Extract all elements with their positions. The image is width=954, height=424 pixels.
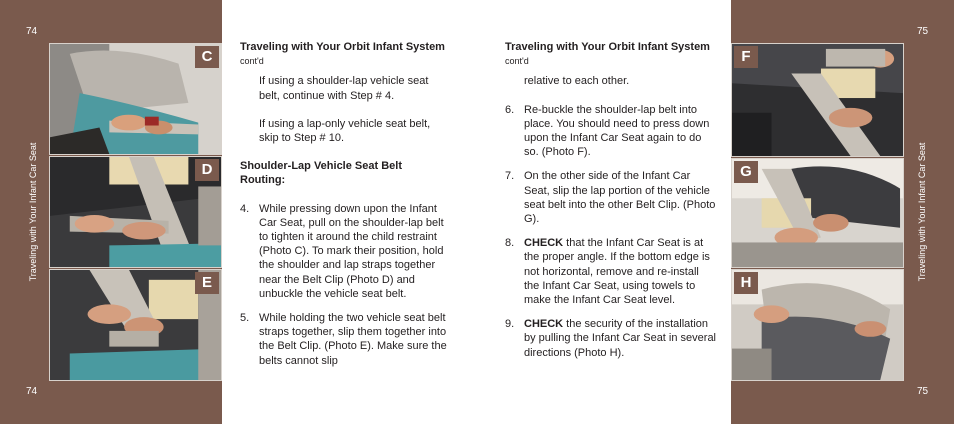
left-heading — [240, 40, 450, 68]
step-4-number: 4. — [240, 202, 250, 215]
step-8-text: that the Infant Car Seat is at the proper angle. If the bottom edge is not horizontal, remove and re-install the Infant Car Seat, using towels to make the Infant Car Seat level. — [524, 237, 710, 307]
page-number-top-right: 75 — [917, 26, 929, 37]
photo-c-label: C — [195, 46, 219, 68]
step-4-text: While pressing down upon the Infant Car Seat, pull on the shoulder-lap belt to tighten it around the child restraint (Photo C). To mark their position, hold the shoulder and lap straps together near the Belt Clip (Photo D) and unbuckle the vehicle seat belt. — [259, 202, 444, 300]
photo-g — [731, 158, 904, 268]
step-5-number: 5. — [240, 312, 250, 325]
right-side-label: Traveling with Your Infant Car Seat — [917, 142, 927, 282]
step-5-text: While holding the two vehicle seat belt straps together, slip them together into the Belt Clip. (Photo E). Make sure the belts cannot slip — [259, 312, 447, 367]
intro-paragraph-1: If using a shoulder-lap vehicle seat belt, continue with Step # 4. — [259, 75, 429, 102]
photo-d — [49, 156, 222, 268]
photo-g-label: G — [734, 161, 758, 183]
page-number-bottom-right: 75 — [917, 386, 929, 397]
left-heading-text: Traveling with Your Orbit Infant System — [240, 41, 445, 53]
photo-e-label: E — [195, 272, 219, 294]
photo-f-label: F — [734, 46, 758, 68]
right-text-column — [505, 40, 717, 360]
step-4 — [240, 202, 450, 301]
left-text-column — [240, 40, 450, 368]
photo-h — [731, 269, 904, 381]
step-9-number: 9. — [505, 318, 515, 331]
photo-e — [49, 269, 222, 381]
belt-routing-subheading: Shoulder-Lap Vehicle Seat Belt Routing: — [240, 160, 402, 187]
step-8-check: CHECK — [524, 237, 564, 250]
step-6-number: 6. — [505, 103, 515, 116]
step-7-text: On the other side of the Infant Car Seat, slip the lap portion of the vehicle seat belt into the other Belt Clip. (Photo G). — [524, 170, 716, 226]
step-5 — [240, 311, 450, 368]
left-side-label: Traveling with Your Infant Car Seat — [28, 142, 38, 282]
step-6-text: Re-buckle the shoulder-lap belt into place. You should need to press down upon the Infant Car Seat again to do so. (Photo F). — [524, 103, 710, 159]
photo-c — [49, 43, 222, 155]
step-8 — [505, 236, 717, 307]
photo-d-label: D — [195, 159, 219, 181]
right-heading-suffix: cont'd — [505, 56, 529, 67]
step-9-check: CHECK — [524, 318, 564, 331]
page-number-bottom-left: 74 — [26, 386, 38, 397]
page-number-top-left: 74 — [26, 26, 38, 37]
step-9 — [505, 317, 717, 360]
photo-f — [731, 43, 904, 157]
right-heading-text: Traveling with Your Orbit Infant System — [505, 41, 710, 53]
right-heading — [505, 40, 717, 68]
photo-h-label: H — [734, 272, 758, 294]
continuation-text: relative to each other. — [524, 75, 630, 88]
step-9-text: the security of the installation by pulling the Infant Car Seat in several directions (Photo H). — [524, 318, 717, 359]
step-7 — [505, 169, 717, 226]
step-6 — [505, 103, 717, 160]
intro-paragraph-2: If using a lap-only vehicle seat belt, skip to Step # 10. — [259, 117, 431, 145]
step-7-number: 7. — [505, 170, 515, 183]
step-8-number: 8. — [505, 237, 515, 250]
left-heading-suffix: cont'd — [240, 56, 264, 67]
